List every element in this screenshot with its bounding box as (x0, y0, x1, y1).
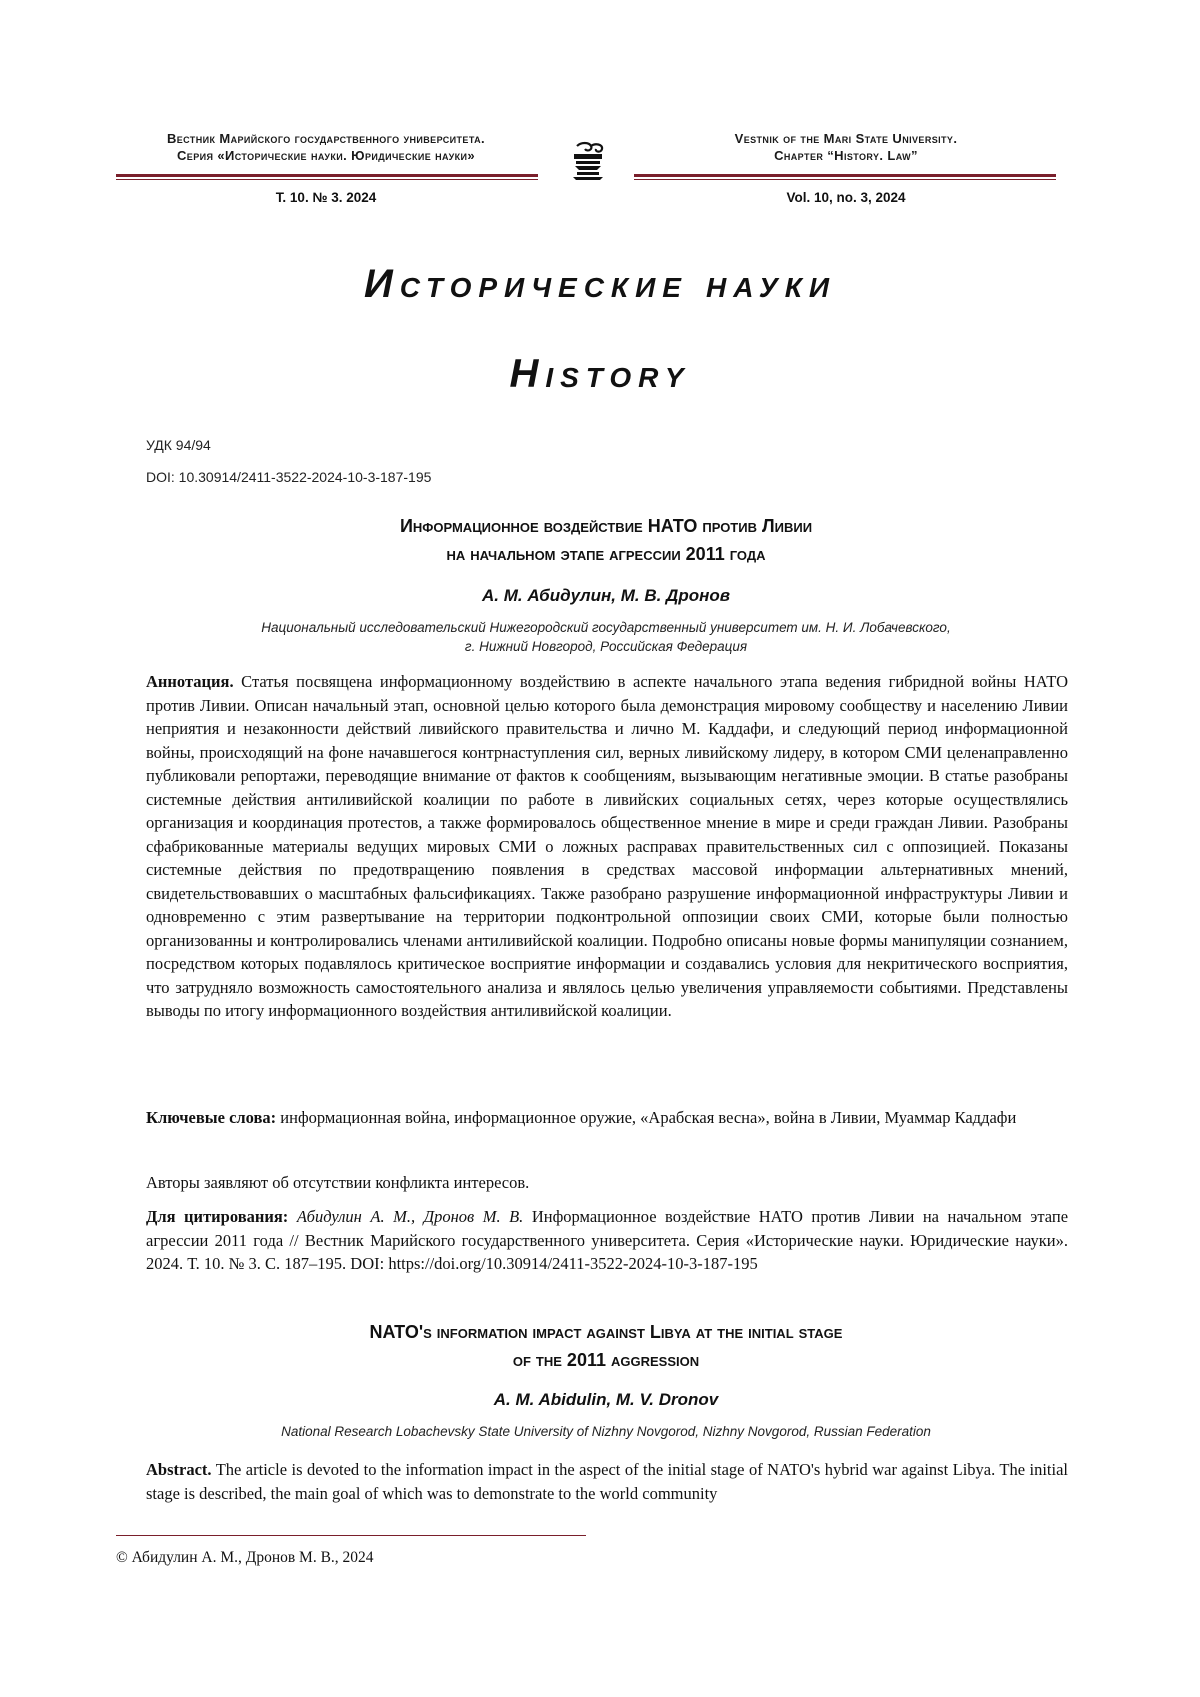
copyright-notice: © Абидулин А. М., Дронов М. В., 2024 (116, 1549, 374, 1566)
affiliation-en: National Research Lobachevsky State University of Nizhny Novgorod, Nizhny Novgorod, Russian Federation (281, 1424, 931, 1439)
article-title-en-line1: NATO's information impact against Libya at the initial stage (369, 1322, 843, 1342)
article-title-ru-line1: Информационное воздействие НАТО против Ливии (399, 516, 813, 536)
journal-title-ru-line1: Вестник Марийского государственного университета. (166, 131, 486, 146)
journal-title-en-line2: Chapter “History. Law” (774, 148, 918, 163)
journal-title-ru (116, 130, 536, 164)
abstract-en (146, 1458, 1068, 1506)
issue-info-en: Vol. 10, no. 3, 2024 (786, 190, 906, 205)
citation-authors: Абидулин А. М., Дронов М. В. (296, 1207, 524, 1226)
udc-code: УДК 94/94 (146, 437, 211, 453)
affiliation-ru (146, 618, 1066, 656)
annotation-label: Аннотация. (146, 672, 234, 691)
annotation-ru (146, 670, 1068, 1023)
authors-ru: А. М. Абидулин, М. В. Дронов (481, 586, 731, 605)
citation-text: Информационное воздействие НАТО против Ливии на начальном этапе агрессии 2011 года // Вестник Марийского государственного университета. Серия «Исторические науки. Юридические науки». 2024. Т. 10. № 3. С. 187–195. DOI: https://doi.org/10.30914/2411-3522-2024-10-3-187-195 (146, 1207, 1069, 1273)
conflict-of-interest: Авторы заявляют об отсутствии конфликта интересов. (146, 1173, 530, 1192)
journal-header (116, 130, 1056, 214)
doi: DOI: 10.30914/2411-3522-2024-10-3-187-195 (146, 469, 432, 485)
header-rule-left (116, 174, 538, 177)
keywords-ru (146, 1106, 1068, 1130)
journal-logo-icon (567, 140, 609, 182)
annotation-text: Статья посвящена информационному воздействию в аспекте начального этапа ведения гибридной войны НАТО против Ливии. Описан начальный этап, основной целью которого была демонстрация мировому сообществу и населению Ливии неприятия и незаконности действий ливийского правительства и лично М. Каддафи, и следующий период информационной войны, происходящий на фоне начавшегося контрнаступления сил, верных ливийскому лидеру, в котором СМИ целенаправленно публиковали репортажи, переводящие внимание от фактов к сообщениям, вызывающим негативные эмоции. В статье разобраны системные действия антиливийской коалиции по работе в ливийских социальных сетях, через которые осуществлялись организация и координация протестов, а также формировалось общественное мнение в мире и среди граждан Ливии. Разобраны сфабрикованные материалы ведущих мировых СМИ о ложных расправах правительственных сил с оппозицией. Показаны системные действия по предотвращению появления в средствах массовой информации альтернативных мнений, свидетельствовавших о масштабных фальсификациях. Также разобрано разрушение информационной инфраструктуры Ливии и одновременно с этим развертывание на территории подконтрольной оппозиции своих СМИ, которые были полностью организованны и контролировались членами антиливийской коалиции. Подробно описаны новые формы манипуляции сознанием, посредством которых подавлялось критическое восприятие информации и создавались условия для некритического восприятия, что затрудняло возможность самостоятельного анализа и являлось целью увеличения управляемости событиями. Представлены выводы по итогу информационного воздействия антиливийской коалиции. (146, 672, 1069, 1020)
citation-label: Для цитирования: (146, 1207, 289, 1226)
article-title-en-line2: of the 2011 aggression (512, 1350, 700, 1370)
affiliation-ru-line2: г. Нижний Новгород, Российская Федерация (464, 639, 748, 654)
abstract-label: Abstract. (146, 1460, 212, 1479)
header-rule-right (634, 174, 1056, 177)
journal-title-ru-line2: Серия «Исторические науки. Юридические науки» (177, 148, 475, 163)
abstract-text: The article is devoted to the information impact in the aspect of the initial stage of NATO's hybrid war against Libya. The initial stage is described, the main goal of which was to demonstrate to the world community (146, 1460, 1068, 1503)
affiliation-ru-line1: Национальный исследовательский Нижегородский государственный университет им. Н. И. Лобачевского, (261, 620, 951, 635)
article-title-ru-line2: на начальном этапе агрессии 2011 года (446, 544, 766, 564)
section-title-ru: Исторические науки (363, 262, 837, 306)
authors-en: A. M. Abidulin, M. V. Dronov (493, 1390, 719, 1409)
article-title-en (146, 1318, 1066, 1374)
keywords-text: информационная война, информационное оружие, «Арабская весна», война в Ливии, Муаммар Каддафи (280, 1108, 1017, 1127)
article-title-ru (146, 512, 1066, 568)
section-title-en: History (509, 352, 691, 396)
citation-ru (146, 1205, 1068, 1276)
issue-info-ru: Т. 10. № 3. 2024 (275, 190, 377, 205)
journal-title-en-line1: Vestnik of the Mari State University. (734, 131, 958, 146)
journal-title-en (636, 130, 1056, 164)
footnote-rule (116, 1535, 586, 1536)
keywords-label: Ключевые слова: (146, 1108, 277, 1127)
